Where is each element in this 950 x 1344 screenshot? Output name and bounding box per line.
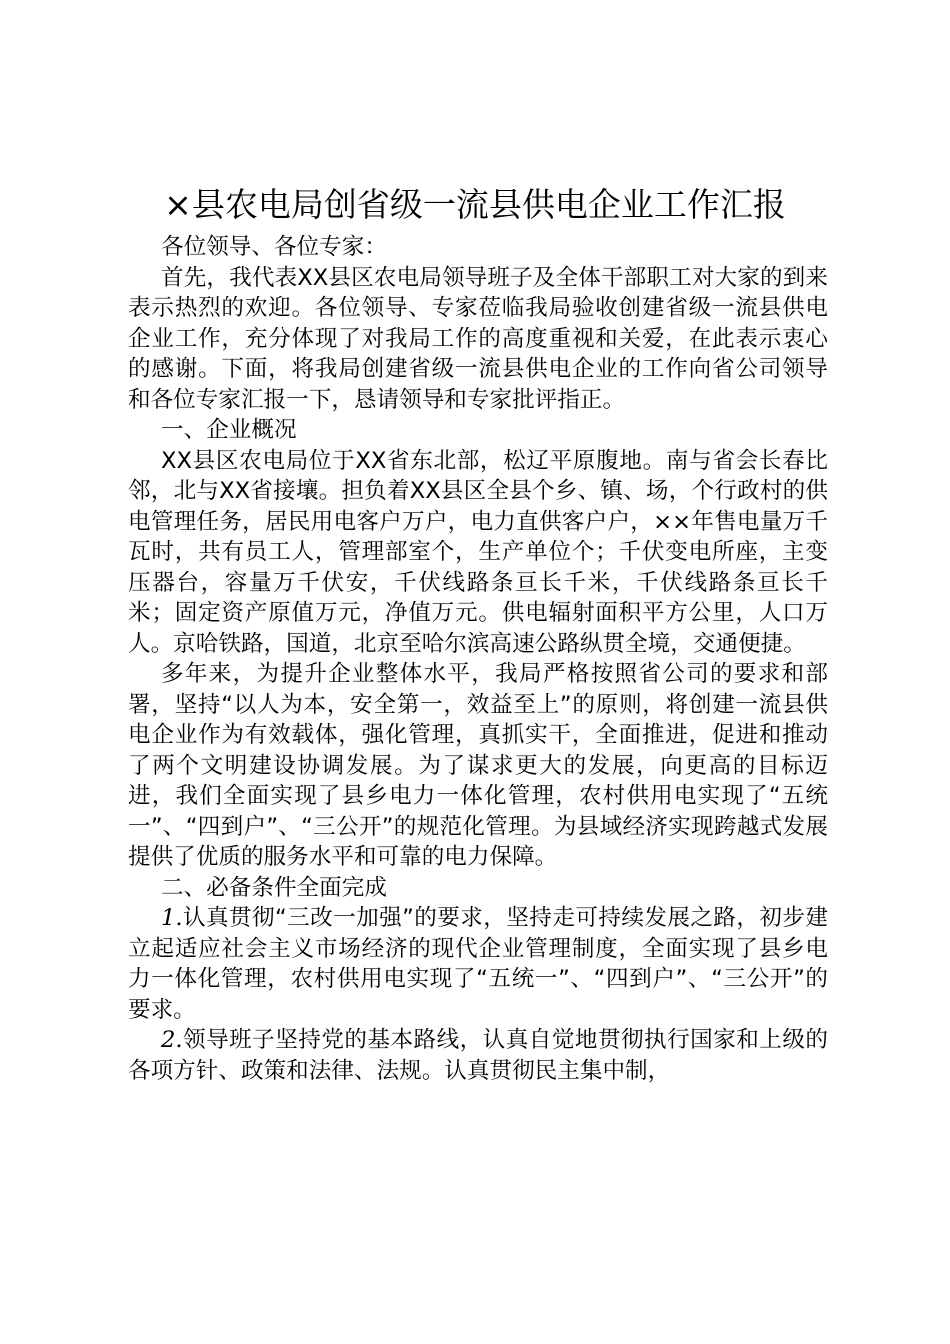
list-item-2	[128, 1025, 828, 1086]
greeting: 各位领导、各位专家：	[161, 234, 387, 260]
list-item-1	[128, 903, 828, 1025]
list-item-2-number: 2.	[161, 1027, 183, 1053]
section-1-paragraph-2: 多年来，为提升企业整体水平，我局严格按照省公司的要求和部署，坚持“以人为本，安全第一，效益至上”的原则，将创建一流县供电企业作为有效载体，强化管理，真抓实干，全面推进，促进和推动了两个文明建设协调发展。为了谋求更大的发展，向更高的目标迈进，我们全面实现了县乡电力一体化管理，农村供用电实现了“五统一”、“四到户”、“三公开”的规范化管理。为县域经济实现跨越式发展提供了优质的服务水平和可靠的电力保障。	[128, 661, 828, 870]
list-item-1-text: 认真贯彻“三改一加强”的要求，坚持走可持续发展之路，初步建立起适应社会主义市场经济的现代企业管理制度，全面实现了县乡电力一体化管理，农村供用电实现了“五统一”、“四到户”、“三公开”的要求。	[128, 905, 828, 1023]
intro-paragraph: 首先，我代表XX县区农电局领导班子及全体干部职工对大家的到来表示热烈的欢迎。各位领导、专家莅临我局验收创建省级一流县供电企业工作，充分体现了对我局工作的高度重视和关爱，在此表示衷心的感谢。下面，将我局创建省级一流县供电企业的工作向省公司领导和各位专家汇报一下，恳请领导和专家批评指正。	[128, 264, 828, 413]
document-body	[128, 232, 828, 1086]
section-1-paragraph-1: XX县区农电局位于XX省东北部，松辽平原腹地。南与省会长春比邻，北与XX省接壤。担负着XX县区全县个乡、镇、场，个行政村的供电管理任务，居民用电客户万户，电力直供客户户，××年售电量万千瓦时，共有员工人，管理部室个，生产单位个；千伏变电所座，主变压器台，容量万千伏安，千伏线路条亘长千米，千伏线路条亘长千米；固定资产原值万元，净值万元。供电辐射面积平方公里，人口万人。京哈铁路，国道，北京至哈尔滨高速公路纵贯全境，交通便捷。	[128, 447, 828, 657]
document-title: ×县农电局创省级一流县供电企业工作汇报	[164, 185, 786, 224]
list-item-2-text: 领导班子坚持党的基本路线，认真自觉地贯彻执行国家和上级的各项方针、政策和法律、法规。认真贯彻民主集中制，	[128, 1027, 828, 1084]
section-2-heading: 二、必备条件全面完成	[161, 874, 387, 901]
list-item-1-number: 1.	[161, 905, 183, 931]
section-1-heading: 一、企业概况	[161, 417, 297, 443]
